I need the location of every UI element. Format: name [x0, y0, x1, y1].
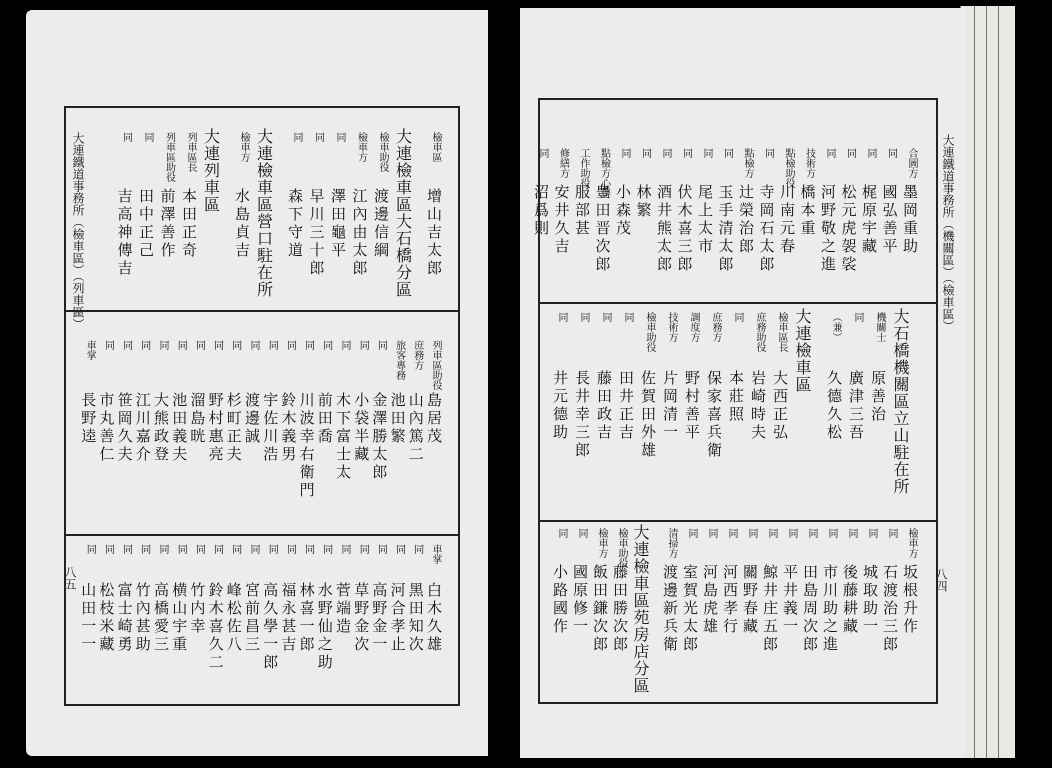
entry-role: 同 — [211, 340, 223, 350]
entry-role: 同 — [639, 148, 651, 158]
entry-role: 同 — [732, 312, 743, 322]
entry-role: 同 — [660, 148, 671, 158]
section-divider — [64, 310, 458, 312]
section-heading: 大連檢車區苑房店分區 — [631, 524, 650, 694]
entry-role: 同 — [138, 544, 150, 554]
entry-role: 同 — [375, 544, 387, 554]
entry-role: 同 — [339, 544, 350, 554]
entry-role: 檢車助役 — [616, 528, 627, 568]
entry-role: 列車區助役 — [163, 132, 175, 182]
entry-name: 高野金一 — [370, 582, 389, 654]
entry-name: 保家喜兵衛 — [705, 370, 723, 460]
entry-role: 同 — [320, 340, 332, 350]
entry-role: 工作助役 — [578, 148, 589, 188]
entry-role: 同 — [578, 312, 589, 322]
entry-name: 小森茂 — [614, 184, 632, 238]
entry-name: 梶原宇藏 — [860, 184, 878, 256]
entry-name: 河合孝止 — [388, 582, 407, 654]
section-heading: 大連檢車區 — [793, 308, 812, 393]
entry-name: 松枝米藏 — [97, 582, 116, 654]
entry-role: 同 — [600, 312, 611, 322]
entry-name: 墨岡重助 — [901, 184, 919, 256]
section-heading: 大石橋機關區立山駐在所 — [891, 308, 910, 495]
entry-name: 辻榮治郎 — [737, 184, 755, 256]
entry-role: 同 — [320, 544, 332, 554]
entry-name: 廣津三吾 — [847, 370, 865, 442]
entry-role: 同 — [248, 544, 259, 554]
entry-role: 同 — [826, 528, 837, 538]
entry-role: 同 — [866, 528, 877, 538]
entry-name: 宮前昌三 — [243, 582, 261, 654]
entry-name: 江內由太郎 — [350, 188, 369, 278]
entry-role: 同 — [686, 528, 697, 538]
entry-name: 野村善平 — [683, 370, 701, 442]
entry-role: 修繕方 — [557, 148, 569, 178]
entry-role: 同 — [619, 148, 630, 158]
entry-role: 同 — [248, 340, 259, 350]
section-heading: 大連檢車區大石橋分區 — [393, 128, 413, 298]
entry-role: 機關士 — [874, 312, 885, 342]
entry-name: 林繁 — [634, 184, 653, 220]
entry-name: 藤田勝次郎 — [611, 564, 629, 654]
entry-name: 笹岡久夫 — [115, 392, 134, 464]
entry-name: 木下富士太 — [334, 392, 352, 482]
entry-name: 長井幸三郎 — [573, 370, 591, 460]
entry-role: 同 — [537, 148, 548, 158]
entry-role: 檢車方 — [355, 132, 367, 162]
entry-role: 同 — [375, 340, 387, 350]
entry-name: 河島虎雄 — [701, 564, 719, 636]
entry-role: 檢車助役 — [644, 312, 655, 352]
entry-role: 同 — [746, 528, 757, 538]
entry-role: 同 — [886, 528, 897, 538]
entry-name: 小袋半藏 — [352, 392, 371, 464]
entry-name: 城取助一 — [861, 564, 879, 636]
entry-name: 藤田政吉 — [595, 370, 613, 442]
entry-name: 國弘善平 — [880, 184, 899, 256]
page-edge — [998, 6, 1015, 758]
entry-name: 江川嘉介 — [133, 392, 152, 464]
entry-name: 大西正弘 — [771, 370, 789, 442]
entry-name: 高久學一郎 — [261, 582, 280, 672]
entry-role: 同 — [175, 340, 187, 350]
entry-name: 市川助之進 — [821, 564, 839, 654]
entry-role: 同 — [266, 544, 278, 554]
entry-name: 野村惠亮 — [206, 392, 225, 464]
entry-role: 技術方 — [666, 312, 677, 342]
entry-name: 關野春藏 — [741, 564, 759, 636]
entry-role: 同 — [726, 528, 737, 538]
entry-role: 同 — [357, 340, 369, 350]
entry-name: 伏木喜三郎 — [675, 184, 694, 274]
entry-name: 吉高神傳吉 — [115, 188, 134, 278]
entry-role: 同 — [334, 132, 345, 142]
entry-name: 川南元春 — [778, 184, 796, 256]
entry-name: 河西孝行 — [721, 564, 739, 636]
entry-name: 白木久雄 — [425, 582, 443, 654]
running-header: 大連鐵道事務所（機關區）（檢車區） — [941, 134, 955, 332]
entry-name: 後藤耕藏 — [841, 564, 859, 636]
entry-role: 點檢方 — [742, 148, 753, 178]
entry-name: 前澤善作 — [158, 188, 177, 260]
entry-role: 同 — [706, 528, 717, 538]
entry-role: 同 — [865, 148, 876, 158]
entry-name: 安井久吉 — [552, 184, 571, 256]
entry-role: 同 — [138, 340, 150, 350]
entry-role: 同 — [175, 544, 187, 554]
entry-role: 同 — [721, 148, 733, 158]
entry-name: 田島周次郎 — [801, 564, 819, 654]
entry-name: 服部甚 — [573, 184, 591, 238]
entry-role: 調度方 — [688, 312, 699, 342]
entry-name: 鈴木義男 — [279, 392, 298, 464]
entry-role: 同 — [576, 528, 587, 538]
entry-role: 點檢助役 — [783, 148, 794, 188]
entry-role: 同 — [411, 544, 423, 554]
entry-name: 渡邊誠 — [243, 392, 261, 446]
entry-name: 原善治 — [869, 370, 887, 424]
entry-role: 同 — [84, 544, 96, 554]
entry-role: 同 — [284, 340, 296, 350]
entry-role: 同 — [556, 528, 567, 538]
page-number: 八五 — [63, 566, 77, 590]
entry-name: 大熊政登 — [152, 392, 170, 464]
entry-role: 同 — [556, 312, 567, 322]
entry-name: 市丸善仁 — [97, 392, 116, 464]
entry-name: 草野金次 — [352, 582, 371, 654]
entry-role: （兼） — [830, 312, 841, 342]
entry-name: 松元虎袈裟 — [839, 184, 858, 274]
entry-name: 池田繁 — [388, 392, 407, 446]
entry-role: 同 — [762, 148, 774, 158]
entry-name: 田井正吉 — [617, 370, 635, 442]
entry-role: 同 — [701, 148, 712, 158]
section-divider — [64, 534, 458, 536]
entry-role: 同 — [157, 544, 168, 554]
entry-name: 渡邊新兵衛 — [661, 564, 679, 654]
entry-role: 技術方 — [803, 148, 815, 178]
entry-name: 飯田鎌次郎 — [591, 564, 609, 654]
entry-name: 本莊照 — [727, 370, 745, 424]
section-heading: 大連列車區 — [201, 128, 221, 213]
entry-role: 列車區長 — [185, 132, 196, 172]
entry-role: 庶務方 — [710, 312, 721, 342]
entry-role: 同 — [211, 544, 223, 554]
entry-role: 同 — [844, 148, 856, 158]
entry-name: 寺岡石太郎 — [757, 184, 776, 274]
entry-name: 增山吉太郎 — [425, 188, 443, 278]
entry-role: 同 — [302, 340, 314, 350]
entry-name: 鯨井庄五郎 — [761, 564, 779, 654]
entry-role: 同 — [885, 148, 897, 158]
entry-name: 石渡治三郎 — [881, 564, 899, 654]
entry-role: 檢車方 — [238, 132, 249, 162]
entry-name: 山內篤二 — [406, 392, 425, 464]
entry-role: 同 — [786, 528, 797, 538]
entry-role: 同 — [120, 544, 132, 554]
entry-role: 同 — [302, 544, 314, 554]
entry-role: 庶務方 — [411, 340, 423, 370]
entry-role: 同 — [393, 544, 405, 554]
entry-role: 同 — [266, 340, 278, 350]
entry-name: 久德久松 — [825, 370, 843, 442]
entry-role: 同 — [120, 132, 132, 142]
entry-name: 室賀光太郎 — [681, 564, 699, 654]
entry-role: 同 — [846, 528, 857, 538]
entry-name: 菅端造 — [334, 582, 352, 636]
entry-name: 長野逵 — [79, 392, 98, 446]
entry-name: 玉手清太郎 — [716, 184, 735, 274]
entry-role: 同 — [291, 132, 302, 142]
entry-name: 井元德助 — [551, 370, 569, 442]
entry-name: 澤田龜平 — [329, 188, 347, 260]
running-header: 大連鐵道事務所（檢車區）（列車區） — [71, 132, 85, 330]
entry-name: 金澤勝太郎 — [370, 392, 389, 482]
entry-name: 早川三十郎 — [307, 188, 326, 278]
entry-name: 高橋愛三 — [152, 582, 170, 654]
entry-name: 富士崎勇 — [115, 582, 134, 654]
entry-name: 杉町正夫 — [224, 392, 243, 464]
entry-role: 檢車區 — [430, 132, 441, 162]
entry-role: 旅客專務 — [393, 340, 405, 380]
entry-role: 清掃方 — [666, 528, 677, 558]
page-number: 八四 — [934, 568, 948, 592]
entry-role: 點檢方心得 — [598, 148, 610, 198]
entry-role: 列車區助役 — [430, 340, 441, 390]
entry-name: 沼爲則 — [532, 184, 550, 238]
entry-role: 同 — [157, 340, 168, 350]
entry-role: 同 — [102, 544, 114, 554]
entry-name: 國原修一 — [571, 564, 589, 636]
entry-name: 鈴木喜久二 — [206, 582, 225, 672]
entry-name: 竹內甚助 — [133, 582, 152, 654]
entry-role: 同 — [806, 528, 817, 538]
entry-role: 同 — [142, 132, 153, 142]
entry-name: 水野仙之助 — [315, 582, 334, 672]
entry-name: 尾上太市 — [696, 184, 714, 256]
left-page — [26, 10, 488, 756]
entry-role: 同 — [824, 148, 835, 158]
entry-role: 同 — [357, 544, 369, 554]
entry-role: 同 — [622, 312, 633, 322]
entry-name: 島居茂 — [425, 392, 443, 446]
entry-name: 小路國作 — [551, 564, 569, 636]
entry-name: 平井義一 — [781, 564, 799, 636]
entry-name: 峰松佐八 — [224, 582, 243, 654]
entry-name: 川波幸右衛門 — [297, 392, 316, 500]
entry-name: 黑田知次 — [406, 582, 425, 654]
entry-role: 檢車方 — [596, 528, 607, 558]
entry-name: 本田正奇 — [180, 188, 198, 260]
section-divider — [538, 302, 936, 304]
entry-role: 同 — [120, 340, 132, 350]
entry-name: 片岡清一 — [661, 370, 679, 442]
entry-name: 河野敬之進 — [819, 184, 837, 274]
entry-role: 同 — [229, 340, 241, 350]
entry-name: 竹内幸 — [188, 582, 207, 636]
entry-role: 車掌 — [430, 544, 441, 564]
entry-role: 同 — [680, 148, 692, 158]
entry-name: 溜島晄 — [188, 392, 207, 446]
entry-role: 車掌 — [84, 340, 96, 360]
entry-name: 横山宇重 — [170, 582, 189, 654]
entry-role: 同 — [766, 528, 777, 538]
entry-name: 前田喬 — [315, 392, 334, 446]
right-page — [520, 8, 966, 758]
entry-name: 佐賀田外雄 — [639, 370, 657, 460]
entry-role: 同 — [852, 312, 863, 322]
entry-name: 水島貞吉 — [233, 188, 251, 260]
entry-role: 檢車方 — [906, 528, 917, 558]
entry-name: 田中正己 — [137, 188, 155, 260]
entry-name: 福永甚吉 — [279, 582, 298, 654]
entry-name: 森下守道 — [286, 188, 304, 260]
entry-role: 同 — [193, 544, 205, 554]
entry-role: 檢車區長 — [776, 312, 787, 352]
entry-name: 豊田晋次郎 — [593, 184, 612, 274]
entry-name: 山田一一 — [79, 582, 98, 654]
entry-name: 宇佐川浩 — [261, 392, 280, 464]
entry-role: 庶務助役 — [754, 312, 765, 352]
entry-role: 檢車助役 — [377, 132, 388, 172]
entry-name: 岩崎時夫 — [749, 370, 767, 442]
entry-name: 坂根升作 — [901, 564, 919, 636]
entry-name: 池田義夫 — [170, 392, 189, 464]
entry-role: 同 — [312, 132, 324, 142]
section-heading: 大連檢車區營口駐在所 — [254, 128, 274, 298]
entry-role: 同 — [284, 544, 296, 554]
entry-name: 橋本重 — [798, 184, 817, 238]
entry-name: 渡邊信綱 — [372, 188, 390, 260]
entry-role: 同 — [229, 544, 241, 554]
entry-role: 同 — [102, 340, 114, 350]
entry-role: 同 — [193, 340, 205, 350]
entry-name: 林喜一郎 — [297, 582, 316, 654]
entry-name: 酒井熊太郎 — [655, 184, 673, 274]
entry-role: 合圖方 — [906, 148, 917, 178]
entry-role: 同 — [339, 340, 350, 350]
section-divider — [538, 520, 936, 522]
